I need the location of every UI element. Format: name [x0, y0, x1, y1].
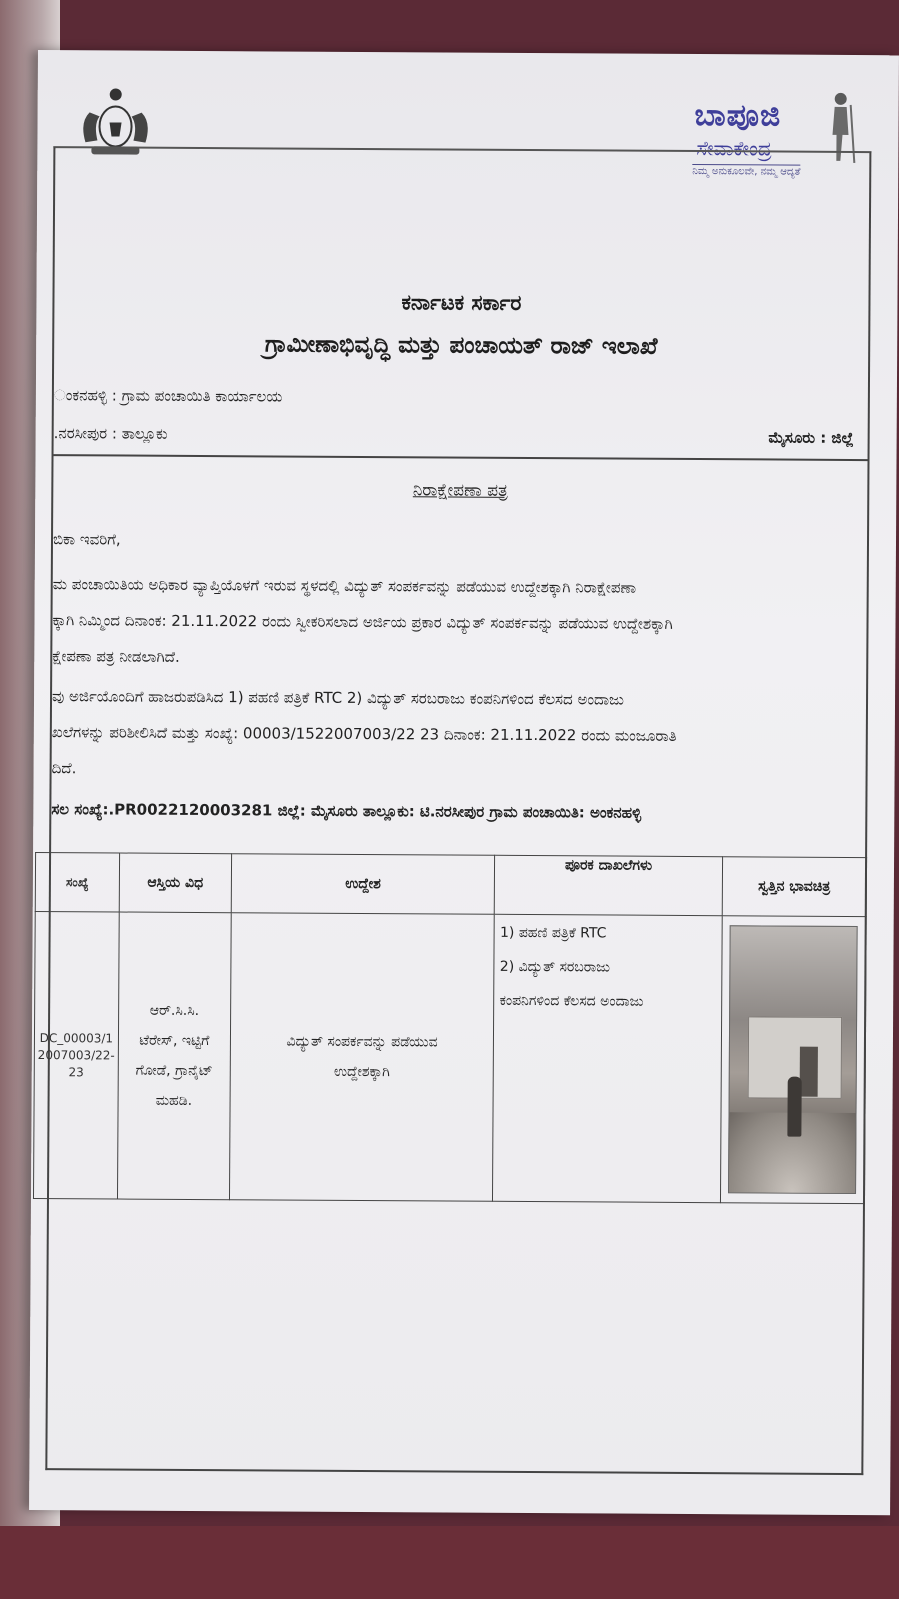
office-line: ಂಕನಹಳ್ಳಿ : ಗ್ರಾಮ ಪಂಚಾಯಿತಿ ಕಾರ್ಯಾಲಯ [53, 386, 283, 406]
cell-purpose-line-1: ವಿದ್ಯುತ್ ಸಂಪರ್ಕವನ್ನು ಪಡೆಯುವ [286, 1033, 438, 1051]
paragraph-2-line-2: ಖಲೆಗಳನ್ನು ಪರಿಶೀಲಿಸಿದೆ ಮತ್ತು ಸಂಖ್ಯೆ: 00003/1522007003/22 23 ದಿನಾಂಕ: 21.11.2022 ರಂದು ಮಂಜೂರಾತಿ [51, 723, 677, 745]
department-title: ಗ್ರಾಮೀಣಾಭಿವೃದ್ಧಿ ಮತ್ತು ಪಂಚಾಯತ್ ರಾಜ್ ಇಲಾಖೆ [264, 331, 658, 360]
brand-title: ಬಾಪೂಜಿ [694, 98, 782, 134]
cell-purpose-line-2: ಉದ್ದೇಶಕ್ಕಾಗಿ [333, 1063, 390, 1081]
cell-docs-line-3: ಕಂಪನಿಗಳಿಂದ ಕೆಲಸದ ಅಂದಾಜು [499, 992, 644, 1010]
cell-photo [720, 916, 866, 1204]
cell-docs-line-1: 1) ಪಹಣಿ ಪತ್ರಿಕೆ RTC [499, 924, 607, 942]
paragraph-1-line-3: ಕ್ಷೇಪಣಾ ಪತ್ರ ನೀಡಲಾಗಿದೆ. [52, 647, 180, 666]
paragraph-2-line-1: ವು ಅರ್ಜಿಯೊಂದಿಗೆ ಹಾಜರುಪಡಿಸಿದ 1) ಪಹಣಿ ಪತ್ರಿಕೆ RTC 2) ವಿದ್ಯುತ್ ಸರಬರಾಜು ಕಂಪನಿಗಳಿಂದ ಕೆಲಸದ ಅಂದಾಜು [51, 687, 624, 709]
cell-docs-line-2: 2) ವಿದ್ಯುತ್ ಸರಬರಾಜು [499, 958, 611, 976]
cell-number-line-2: 2007003/22- [37, 1047, 115, 1062]
cell-number-line-3: 23 [68, 1064, 84, 1079]
background-bottom [0, 1526, 899, 1599]
divider [54, 454, 868, 461]
brand-subtitle: ಸೇವಾಕೇಂದ್ರ [696, 136, 772, 161]
government-title: ಕರ್ನಾಟಕ ಸರ್ಕಾರ [401, 290, 522, 315]
paragraph-1-line-1: ಮ ಪಂಚಾಯಿತಿಯ ಅಧಿಕಾರ ವ್ಯಾಪ್ತಿಯೊಳಗೆ ಇರುವ ಸ್ಥಳದಲ್ಲಿ ವಿದ್ಯುತ್ ಸಂಪರ್ಕವನ್ನು ಪಡೆಯುವ ಉದ್ದೇಶಕ್ಕಾಗಿ ನಿರಾಕ್ಷೇಪಣಾ [52, 575, 637, 597]
property-table [33, 852, 867, 1204]
header-documents: ಪೂರಕ ದಾಖಲೆಗಳು [495, 855, 723, 915]
photo-person [788, 1077, 802, 1137]
property-photo [728, 925, 858, 1194]
taluk-line: .ನರಸೀಪುರ : ತಾಲ್ಲೂಕು [53, 424, 168, 443]
table-header-row [35, 853, 866, 917]
cell-purpose [229, 913, 494, 1202]
district-line: ಮೈಸೂರು : ಜಿಲ್ಲೆ [768, 428, 854, 447]
cell-type-line-2: ಟೆರೇಸ್, ಇಟ್ಟಿಗೆ [139, 1032, 210, 1050]
salutation: ಬಿಕಾ ಇವರಿಗೆ, [52, 530, 121, 549]
document-page [29, 50, 899, 1515]
header-property-type: ಆಸ್ತಿಯ ವಿಧ [119, 853, 231, 913]
cell-type-line-4: ಮಹಡಿ. [155, 1092, 193, 1109]
paragraph-1-line-2: ಕ್ಕಾಗಿ ನಿಮ್ಮಿಂದ ದಿನಾಂಕ: 21.11.2022 ರಂದು ಸ್ವೀಕರಿಸಲಾದ ಅರ್ಜಿಯ ಪ್ರಕಾರ ವಿದ್ಯುತ್ ಸಂಪರ್ಕವನ್ನು ಪಡೆಯುವ ಉದ್ದೇಶಕ್ಕಾಗಿ [52, 611, 673, 633]
cell-type-line-3: ಗೋಡೆ, ಗ್ರಾನೈಟ್ [135, 1062, 213, 1080]
header-number: ಸಂಖ್ಯೆ [35, 853, 119, 913]
photo-door [800, 1047, 818, 1097]
table-row [33, 911, 866, 1203]
cell-type-line-1: ಆರ್.ಸಿ.ಸಿ. [149, 1002, 200, 1020]
header-purpose: ಉದ್ದೇಶ [231, 854, 495, 915]
reference-line: ಸಲ ಸಂಖ್ಯೆ:.PR0022120003281 ಜಿಲ್ಲೆ: ಮೈಸೂರು ತಾಲ್ಲೂಕು: ಟಿ.ನರಸೀಪುರ ಗ್ರಾಮ ಪಂಚಾಯಿತಿ: ಅಂಕನಹಳ್ಳಿ [51, 800, 642, 822]
header-photo: ಸ್ವತ್ತಿನ ಭಾವಚಿತ್ರ [722, 857, 867, 917]
letter-subject: ನಿರಾಕ್ಷೇಪಣಾ ಪತ್ರ [412, 480, 508, 501]
cell-property-type [117, 912, 231, 1200]
cell-number-line-1: DC_00003/1 [39, 1030, 114, 1045]
cell-documents [493, 914, 722, 1202]
letter-frame [37, 146, 871, 1475]
cell-number [33, 911, 119, 1199]
brand-tagline: ನಿಮ್ಮ ಅನುಕೂಲವೇ, ನಮ್ಮ ಆದ್ಯತೆ [692, 165, 801, 178]
paragraph-1 [52, 566, 853, 679]
paragraph-2-line-3: ದಿದೆ. [51, 759, 77, 778]
paragraph-2 [52, 678, 853, 791]
